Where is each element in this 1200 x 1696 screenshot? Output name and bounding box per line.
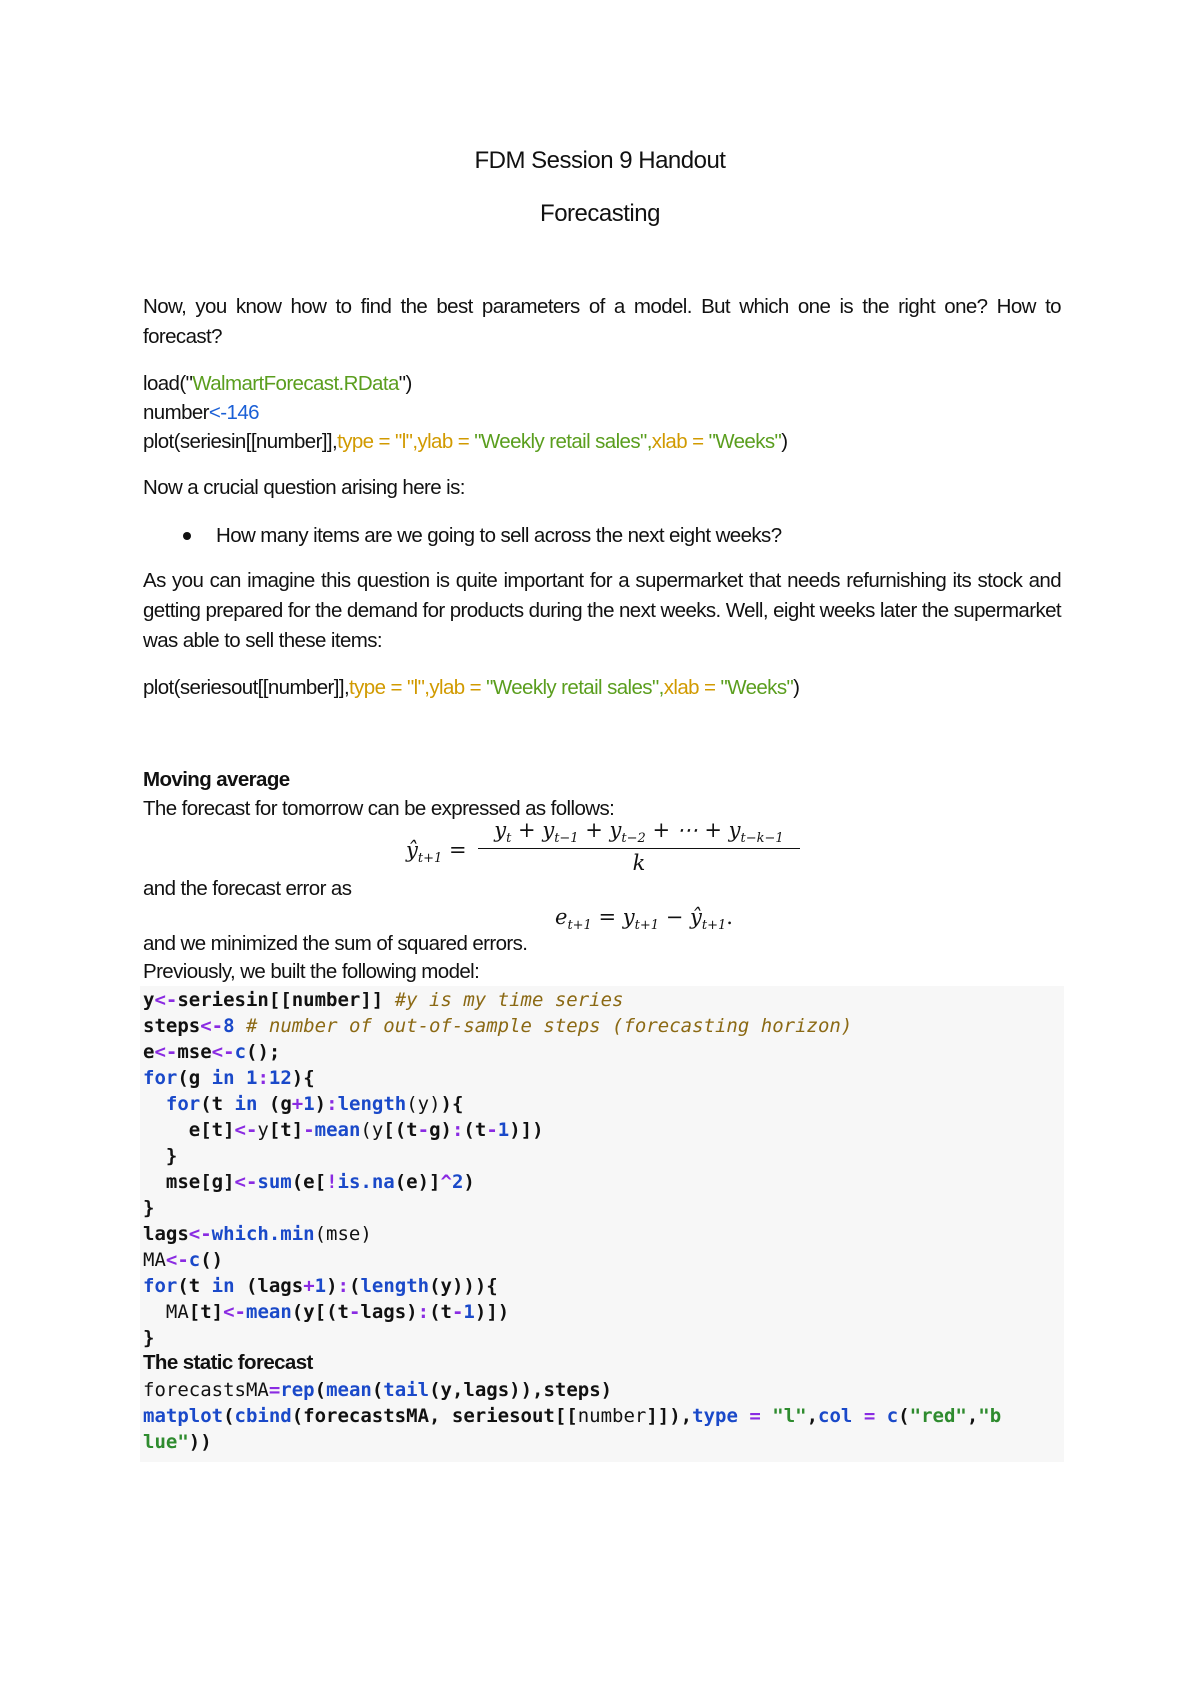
code-number-line: number<-146 xyxy=(143,401,259,424)
intro-paragraph: Now, you know how to find the best parameters of a model. But which one is the right one? How to forecast? xyxy=(143,295,1061,348)
document-subtitle: Forecasting xyxy=(540,200,660,227)
code-line-7: } xyxy=(143,1145,178,1167)
code-line-9: } xyxy=(143,1197,155,1219)
code-line-3: e<-mse<-c(); xyxy=(143,1041,281,1063)
code-line-6: e[t]<-y[t]-mean(y[(t-g):(t-1)]) xyxy=(143,1119,544,1141)
code-line-8: mse[g]<-sum(e[!is.na(e)]^2) xyxy=(143,1171,475,1193)
code-line-16: matplot(cbind(forecastsMA, seriesout[[number]]),type = "l",col = c("red","b xyxy=(143,1405,1002,1427)
formula-forecast-lhs: $ŷ_{t+1}$ = xyxy=(406,838,467,867)
bullet-icon xyxy=(183,532,191,540)
code-line-13: MA[t]<-mean(y[(t-lags):(t-1)]) xyxy=(165,1301,510,1323)
code-line-15: forecastsMA=rep(mean(tail(y,lags)),steps) xyxy=(143,1379,613,1401)
code-plot-seriesin-line: plot(seriesin[[number]],type = "l",ylab = "Weekly retail sales",xlab = "Weeks") xyxy=(143,430,788,453)
document-title: FDM Session 9 Handout xyxy=(474,147,726,174)
moving-average-heading: Moving average xyxy=(143,768,290,791)
code-plot-seriesout-line: plot(seriesout[[number]],type = "l",ylab = "Weekly retail sales",xlab = "Weeks") xyxy=(143,676,800,699)
code-line-2: steps<-8 # number of out-of-sample steps (forecasting horizon) xyxy=(143,1015,853,1037)
formula-forecast-fraction: $\frac{y_t + y_{t-1} + y_{t-2} + \cdots + y_{t-k-1}}{k}$ xyxy=(478,818,800,875)
code-line-1: y<-seriesin[[number]] #y is my time series xyxy=(143,989,624,1011)
code-line-11: MA<-c() xyxy=(143,1249,224,1271)
code-line-10: lags<-which.min(mse) xyxy=(143,1223,372,1245)
code-load-line: load("WalmartForecast.RData") xyxy=(143,372,412,395)
code-line-5: for(t in (g+1):length(y)){ xyxy=(165,1093,464,1115)
code-line-4: for(g in 1:12){ xyxy=(143,1067,315,1089)
question-bullet-text: How many items are we going to sell across the next eight weeks? xyxy=(216,524,782,547)
code-line-14: } xyxy=(143,1327,155,1349)
previously-text: Previously, we built the following model: xyxy=(143,960,480,983)
code-line-17: lue")) xyxy=(143,1431,212,1453)
question-lead: Now a crucial question arising here is: xyxy=(143,476,465,499)
minimized-text: and we minimized the sum of squared errors. xyxy=(143,932,528,955)
forecast-intro-text: The forecast for tomorrow can be expressed as follows: xyxy=(143,797,615,820)
code-line-12: for(t in (lags+1):(length(y))){ xyxy=(143,1275,498,1297)
error-intro-text: and the forecast error as xyxy=(143,877,352,900)
question-paragraph: As you can imagine this question is quite important for a supermarket that needs refurnishing its stock and getting prepared for the demand for products during the next weeks. Well, eight weeks later the supermarket was able to sell these items: xyxy=(143,569,1061,652)
formula-error: $e_{t+1} = y_{t+1}$ − $ŷ_{t+1}$. xyxy=(555,905,733,934)
static-forecast-heading: The static forecast xyxy=(143,1351,313,1374)
